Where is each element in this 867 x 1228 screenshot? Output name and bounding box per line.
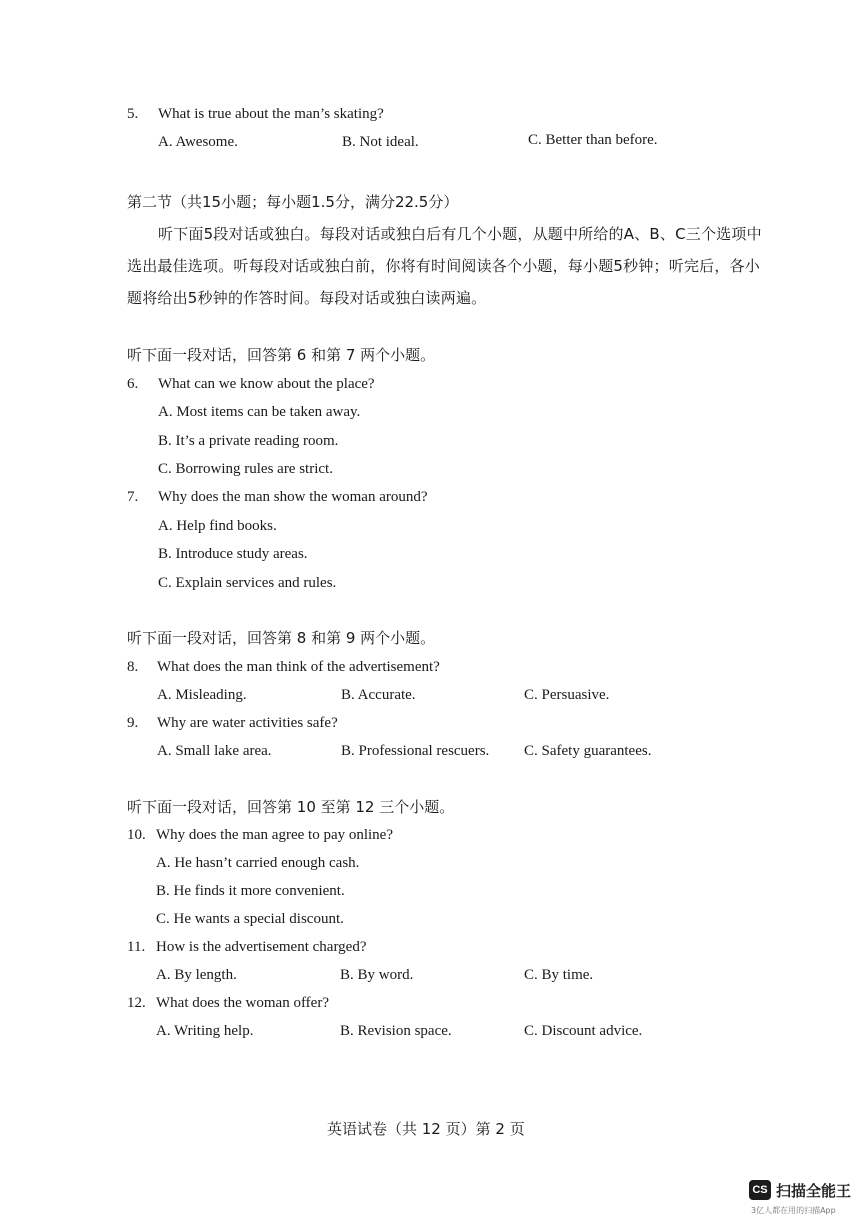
question-12-option-b: B. Revision space. [340,1023,452,1039]
question-10-option-c: C. He wants a special discount. [156,911,344,927]
question-7-number: 7. [127,489,139,505]
question-10-option-b: B. He finds it more convenient. [156,883,345,899]
dialogue-instruction-1: 听下面一段对话，回答第 6 和第 7 两个小题。 [127,346,436,364]
question-6-option-a: A. Most items can be taken away. [158,404,361,420]
dialogue-instruction-3: 听下面一段对话，回答第 10 至第 12 三个小题。 [127,798,455,816]
question-8-number: 8. [127,659,139,675]
question-5-option-b: B. Not ideal. [342,134,419,150]
question-10-text: Why does the man agree to pay online? [156,827,393,843]
question-5-option-a: A. Awesome. [158,134,238,150]
question-11-option-a: A. By length. [156,967,237,983]
question-9-option-a: A. Small lake area. [157,743,272,759]
dialogue-instruction-2: 听下面一段对话，回答第 8 和第 9 两个小题。 [127,629,436,647]
question-9-option-b: B. Professional rescuers. [341,743,490,759]
watermark-app-name: 扫描全能王 [776,1182,852,1200]
question-10-number: 10. [127,827,146,843]
question-9-text: Why are water activities safe? [157,715,338,731]
section-2-instructions-line-1: 听下面5段对话或独白。每段对话或独白后有几个小题，从题中所给的A、B、C三个选项中 [158,225,762,243]
question-9-option-c: C. Safety guarantees. [524,743,652,759]
question-5-number: 5. [127,106,139,122]
question-6-option-b: B. It’s a private reading room. [158,433,339,449]
page-footer: 英语试卷（共 12 页）第 2 页 [327,1120,525,1138]
question-7-option-b: B. Introduce study areas. [158,546,308,562]
question-12-option-c: C. Discount advice. [524,1023,643,1039]
question-6-number: 6. [127,376,139,392]
question-7-text: Why does the man show the woman around? [158,489,428,505]
question-11-text: How is the advertisement charged? [156,939,367,955]
section-2-heading: 第二节（共15小题；每小题1.5分，满分22.5分） [127,193,459,211]
question-8-option-b: B. Accurate. [341,687,416,703]
question-12-text: What does the woman offer? [156,995,329,1011]
question-11-option-c: C. By time. [524,967,594,983]
question-12-number: 12. [127,995,146,1011]
section-2-instructions-line-3: 题将给出5秒钟的作答时间。每段对话或独白读两遍。 [127,289,487,307]
section-2-instructions-line-2: 选出最佳选项。听每段对话或独白前，你将有时间阅读各个小题，每小题5秒钟；听完后，各小 [127,257,760,275]
question-11-option-b: B. By word. [340,967,414,983]
question-5-text: What is true about the man’s skating? [158,106,384,122]
question-8-option-a: A. Misleading. [157,687,247,703]
question-5-option-c: C. Better than before. [528,132,658,148]
question-12-option-a: A. Writing help. [156,1023,254,1039]
question-9-number: 9. [127,715,139,731]
question-6-text: What can we know about the place? [158,376,375,392]
question-7-option-c: C. Explain services and rules. [158,575,337,591]
camscanner-logo-icon: CS [749,1180,771,1200]
question-10-option-a: A. He hasn’t carried enough cash. [156,855,360,871]
question-8-option-c: C. Persuasive. [524,687,610,703]
question-11-number: 11. [127,939,146,955]
watermark-tagline: 3亿人都在用的扫描App [751,1206,836,1215]
question-7-option-a: A. Help find books. [158,518,277,534]
question-8-text: What does the man think of the advertisement? [157,659,440,675]
question-6-option-c: C. Borrowing rules are strict. [158,461,333,477]
